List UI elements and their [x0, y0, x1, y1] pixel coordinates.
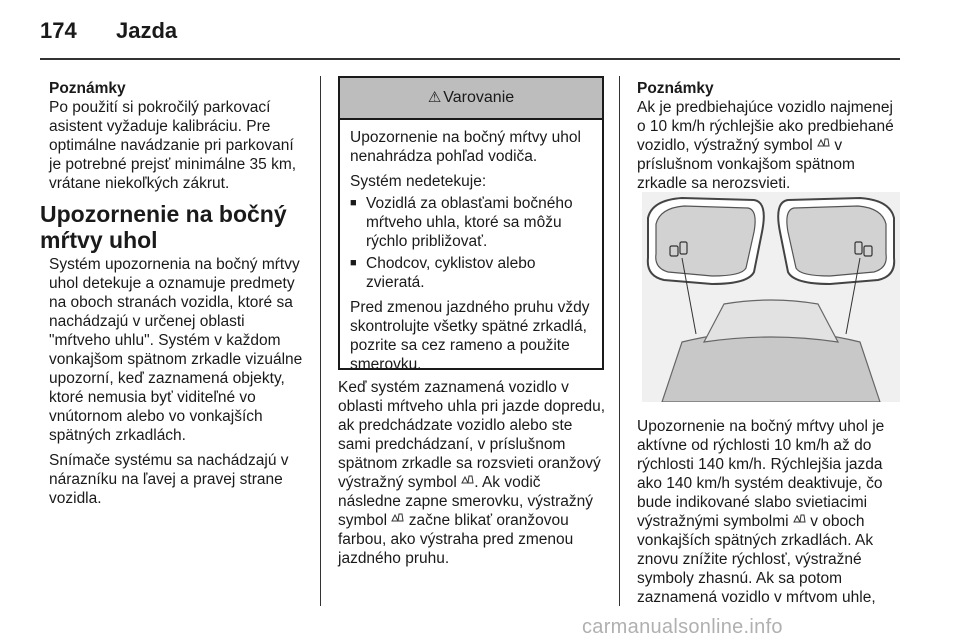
warning-text: Systém nedetekuje: — [350, 173, 487, 190]
blind-spot-icon — [391, 512, 404, 523]
column-divider-left — [320, 76, 321, 606]
blind-spot-icon — [817, 137, 830, 148]
watermark: carmanualsonline.info — [582, 616, 783, 638]
column-right-lower — [637, 417, 902, 607]
paragraph — [338, 378, 606, 568]
warning-body — [340, 120, 602, 374]
warning-text: Pred zmenou jazdného pruhu vždy skontrolujte všetky spätné zrkadlá, pozrite sa cez rameno a použite smerovku. — [350, 299, 590, 373]
blind-spot-icon — [461, 474, 474, 485]
column-left — [40, 79, 309, 508]
warning-text: Upozornenie na bočný mŕtvy uhol nenahrádza pohľad vodiča. — [350, 129, 581, 165]
column-right — [637, 79, 902, 193]
mirror-illustration — [642, 192, 900, 402]
note-title: Poznámky — [49, 80, 126, 97]
header-rule — [40, 58, 900, 60]
bullet-icon: ■ — [350, 197, 357, 209]
text-run: Ak je predbiehajúce vozidlo najmenej o 10 km/h rýchlejšie ako predbiehané vozidlo, výstražný symbol — [637, 99, 894, 154]
column-middle — [338, 378, 606, 568]
page-title: Jazda — [116, 18, 178, 43]
warning-header — [340, 78, 602, 120]
text-run: Upozornenie na bočný mŕtvy uhol je aktívne od rýchlosti 10 km/h až do rýchlosti 140 km/h. Rýchlejšia jazda ako 140 km/h systém deaktivuje, čo bude indikované slabo svietiacimi výstražnými symbolmi — [637, 418, 885, 530]
list-item — [350, 254, 592, 292]
bullet-icon: ■ — [350, 257, 357, 269]
text-run: v oboch vonkajších spätných zrkadlách. Ak znovu znížite rýchlosť, výstražné symboly zhasnú. Ak sa potom zaznamená vozidlo v mŕtvom uhle, — [637, 513, 876, 606]
paragraph — [637, 417, 902, 607]
paragraph: Snímače systému sa nachádzajú v nárazníku na ľavej a pravej strane vozidla. — [49, 452, 289, 507]
text-run: začne blikať oranžovou farbou, ako výstraha pred zmenou jazdného pruhu. — [338, 512, 574, 567]
note-text — [637, 98, 902, 193]
list-item-text: Vozidlá za oblasťami bočného mŕtveho uhla, ktoré sa môžu rýchlo približovať. — [366, 195, 573, 250]
note-text: Po použití si pokročilý parkovací asistent vyžaduje kalibráciu. Pre optimálne navádzanie pri parkovaní je potrebné prejsť minimálne 35 km, vrátane niekoľkých zákrut. — [49, 99, 297, 192]
list-item — [350, 194, 592, 251]
blind-spot-icon — [793, 513, 806, 524]
list-item-text: Chodcov, cyklistov alebo zvieratá. — [366, 255, 536, 291]
note-title: Poznámky — [637, 80, 714, 97]
page-number: 174 — [40, 18, 77, 43]
column-divider-right — [619, 76, 620, 606]
warning-title: Varovanie — [443, 89, 515, 106]
text-run: v príslušnom vonkajšom spätnom zrkadle sa nerozsvieti. — [637, 137, 855, 192]
text-run: Keď systém zaznamená vozidlo v oblasti mŕtveho uhla pri jazde dopredu, ak predchádzate vozidlo alebo ste sami predchádzaní, v príslušnom spätnom zrkadle sa rozsvieti oranžový výstražný symbol — [338, 379, 606, 491]
text-run: . Ak vodič následne zapne smerovku, výstražný symbol — [338, 474, 594, 529]
section-heading: Upozornenie na bočný mŕtvy uhol — [40, 201, 287, 253]
warning-triangle-icon: ⚠ — [427, 89, 442, 106]
paragraph: Systém upozornenia na bočný mŕtvy uhol detekuje a oznamuje predmety na oboch stranách vozidla, ktoré sa nachádzajú v určenej oblasti "mŕtveho uhlu". Systém v každom vonkajšom spätnom zrkadle vizuálne upozorní, keď zaznamená objekty, ktoré nemusia byť viditeľné vo vnútornom alebo vo vonkajších spätných zrkadlách. — [49, 256, 303, 444]
warning-box — [338, 76, 604, 373]
